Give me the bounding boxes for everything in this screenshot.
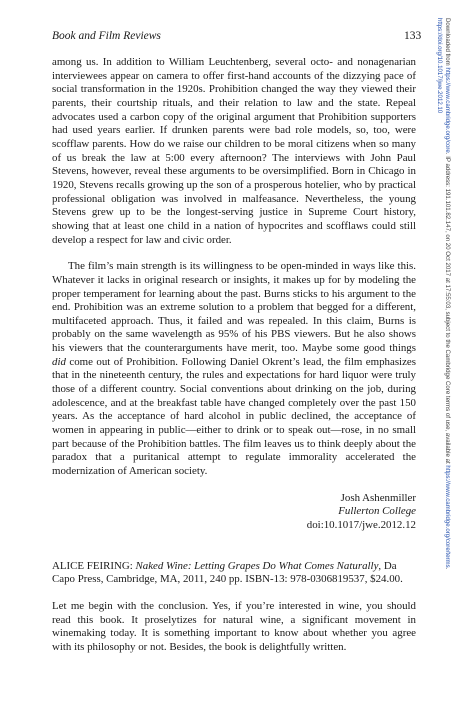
download-notice [435,18,451,569]
heading-separator: : [129,559,136,572]
paragraph-emphasis: did [52,355,66,368]
reviewer-signature [52,492,416,533]
book-author: ALICE FEIRING [52,559,130,572]
review-heading [52,560,416,587]
paragraph-continued: among us. In addition to William Leuchtenberg, several octo- and nonagenarian interviewees appear on camera to offer first-hand accounts of the dizzying pace of social transformation in the 1920s. Prohibition changed the way they viewed their parents, their courtship rituals, and their relation to law and the state. Repeal advocates used a carbon copy of the original argument that Prohibition supporters had used years earlier. If drunken parents were bad role models, so, too, were scofflaw parents. How do we raise our children to be moral citizens when so many of us break the law at 5:00 every afternoon? The interviews with John Paul Stevens, however, reveal these arguments to be oversimplified. Born in Chicago in 1920, Stevens recalls growing up the son of a prosperous hotelier, who by practical professional obligation was involved in malfeasance. Nevertheless, the young Stevens grew up to be the longest-serving justice in Supreme Court history, showing that at least one child in a nation of hypocrites and scofflaws could still develop a respect for law and civic order. [52,56,416,246]
download-notice-sidebar [437,18,457,698]
review-doi: doi:10.1017/jwe.2012.12 [306,519,416,531]
review-opening-paragraph: Let me begin with the conclusion. Yes, if you’re interested in wine, you should read this book. It proselytizes for natural wine, a significant movement in winemaking today. It is something important to know about whether you agree with its philosophy or not. Besides, the book is delightfully written. [52,599,416,653]
cambridge-core-link[interactable]: https://www.cambridge.org/core [444,67,451,153]
notice-text-rest: . IP address: 191.101.82.147, on 20 Oct 2017 at 17:55:03, subject to the Cambridge Core terms of use, available at [444,152,451,466]
paragraph-film-strength [52,260,416,479]
reviewer-affiliation: Fullerton College [338,505,416,518]
download-notice-line-1 [443,18,451,569]
notice-text: Downloaded from [444,18,451,68]
notice-end: . [444,567,451,570]
doi-link[interactable]: https://doi.org/10.1017/jwe.2012.10 [436,18,443,114]
page-number: 133 [404,30,422,42]
book-details: , Da Capo Press, Cambridge, MA, 2011, 240 pp. ISBN-13: 978-0306819537, $24.00. [52,559,403,586]
terms-link[interactable]: https://www.cambridge.org/core/terms [444,465,451,568]
running-head: Book and Film Reviews [52,30,161,42]
reviewer-name: Josh Ashenmiller [340,491,416,504]
article-body [52,56,416,655]
book-title: Naked Wine: Letting Grapes Do What Comes Naturally [135,559,379,572]
paragraph-text-before: The film’s main strength is its willingness to be open-minded in ways like this. Whatever it lacks in original research or insights, it makes up for by modeling the proper temperament for learning about the past. Burns sticks to his argument to the end. Prohibition was an extreme solution to a problem that begged for a different, multifaceted approach. Thus, it failed and was repealed. In this claim, Burns is probably on the same wavelength as 95% of his PBS viewers. But he also shows his viewers that the counterarguments have merit, too. Maybe some good things [52,260,416,355]
paragraph-text-after: come out of Prohibition. Following Daniel Okrent’s lead, the film emphasizes that in the nineteenth century, the rules and expectations for hard liquor were truly those of a different country. Social conventions about drinking on the job, during adolescence, and at the breakfast table have changed completely over the past 150 years. As the acceptance of hard alcohol in public declined, the acceptance of women in appearing in public—either to drink or to speak out—rose, in no small part because of the Prohibition battles. The film leaves us to think deeply about the paradox that a puritanical attempt to regulate immorality accelerated the modernization of American society. [52,355,416,478]
download-notice-line-2 [435,18,443,569]
